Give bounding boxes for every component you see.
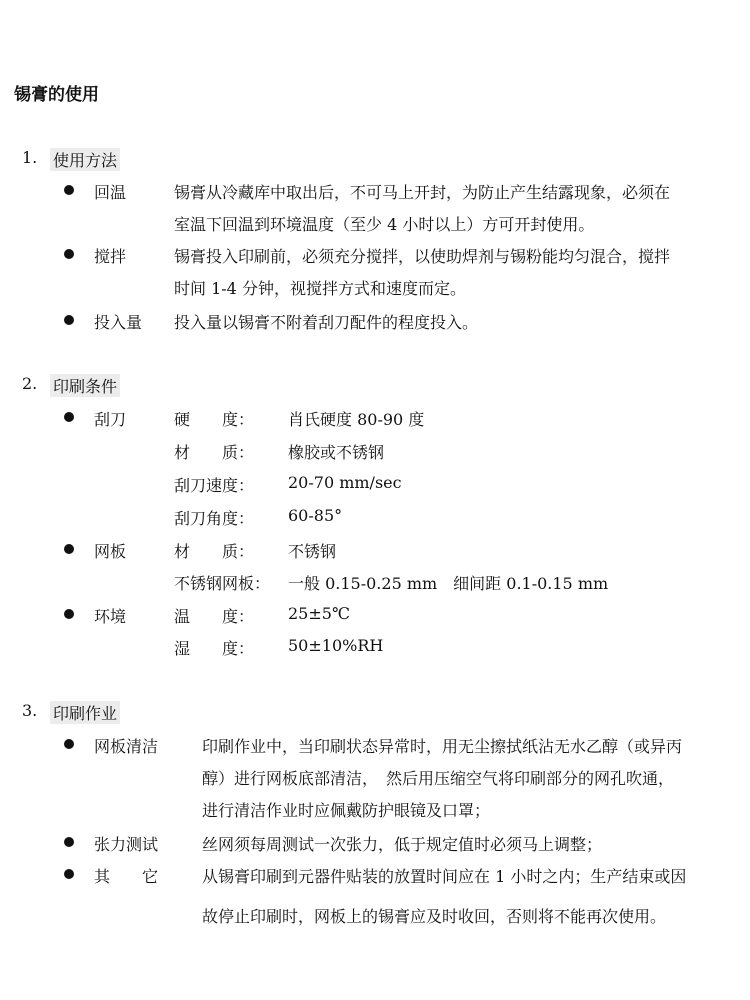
bullet-icon — [64, 869, 74, 879]
section-heading: 使用方法 — [50, 148, 120, 171]
bullet-icon — [64, 609, 74, 619]
bullet-icon — [64, 185, 74, 195]
bullet-icon — [64, 249, 74, 259]
spec-key: 材 质： — [174, 542, 255, 561]
item-label: 搅拌 — [94, 247, 127, 266]
item-label: 张力测试 — [94, 835, 159, 854]
item-text-line: 故停止印刷时，网板上的锡膏应及时收回，否则将不能再次使用。 — [202, 907, 667, 926]
item-label: 回温 — [94, 183, 127, 202]
spec-key: 不锈钢网板： — [174, 574, 271, 593]
page-title: 锡膏的使用 — [14, 85, 99, 105]
bullet-icon — [64, 544, 74, 554]
spec-value: 25±5℃ — [288, 604, 350, 623]
item-text-line: 时间 1-4 分钟，视搅拌方式和速度而定。 — [174, 279, 466, 298]
item-text-line: 印刷作业中，当印刷状态异常时，用无尘擦拭纸沾无水乙醇（或异丙 — [202, 737, 683, 756]
section-number: 1. — [22, 148, 38, 167]
item-label: 网板清洁 — [94, 737, 159, 756]
item-label: 其 它 — [94, 867, 159, 886]
spec-value: 60-85° — [288, 506, 343, 525]
section-heading: 印刷条件 — [50, 374, 120, 397]
item-text-line: 锡膏投入印刷前，必须充分搅拌，以使助焊剂与锡粉能均匀混合，搅拌 — [174, 247, 671, 266]
spec-value: 50±10%RH — [288, 636, 384, 655]
item-text-line: 进行清洁作业时应佩戴防护眼镜及口罩； — [202, 801, 491, 820]
spec-key: 温 度： — [174, 607, 255, 626]
item-label: 投入量 — [94, 313, 143, 332]
spec-value: 肖氏硬度 80-90 度 — [288, 410, 425, 429]
item-text-line: 从锡膏印刷到元器件贴装的放置时间应在 1 小时之内；生产结束或因 — [202, 867, 687, 886]
spec-key: 刮刀速度： — [174, 476, 255, 495]
bullet-icon — [64, 837, 74, 847]
bullet-icon — [64, 315, 74, 325]
spec-key: 硬 度： — [174, 410, 255, 429]
spec-key: 刮刀角度： — [174, 509, 255, 528]
spec-value: 橡胶或不锈钢 — [288, 443, 385, 462]
spec-value: 不锈钢 — [288, 542, 337, 561]
item-text-line: 丝网须每周测试一次张力，低于规定值时必须马上调整； — [202, 835, 603, 854]
item-text-line: 醇）进行网板底部清洁， 然后用压缩空气将印刷部分的网孔吹通， — [202, 769, 675, 788]
item-label: 网板 — [94, 542, 127, 561]
bullet-icon — [64, 739, 74, 749]
item-text-line: 室温下回温到环境温度（至少 4 小时以上）方可开封使用。 — [174, 215, 595, 234]
item-label: 刮刀 — [94, 410, 127, 429]
item-label: 环境 — [94, 607, 127, 626]
section-heading: 印刷作业 — [50, 701, 120, 724]
section-number: 2. — [22, 374, 38, 393]
spec-key: 湿 度： — [174, 639, 255, 658]
item-text-line: 投入量以锡膏不附着刮刀配件的程度投入。 — [174, 313, 479, 332]
item-text-line: 锡膏从冷藏库中取出后，不可马上开封，为防止产生结露现象，必须在 — [174, 183, 671, 202]
spec-value: 一般 0.15-0.25 mm 细间距 0.1-0.15 mm — [288, 574, 609, 593]
bullet-icon — [64, 412, 74, 422]
section-number: 3. — [22, 701, 38, 720]
spec-value: 20-70 mm/sec — [288, 473, 402, 492]
spec-key: 材 质： — [174, 443, 255, 462]
